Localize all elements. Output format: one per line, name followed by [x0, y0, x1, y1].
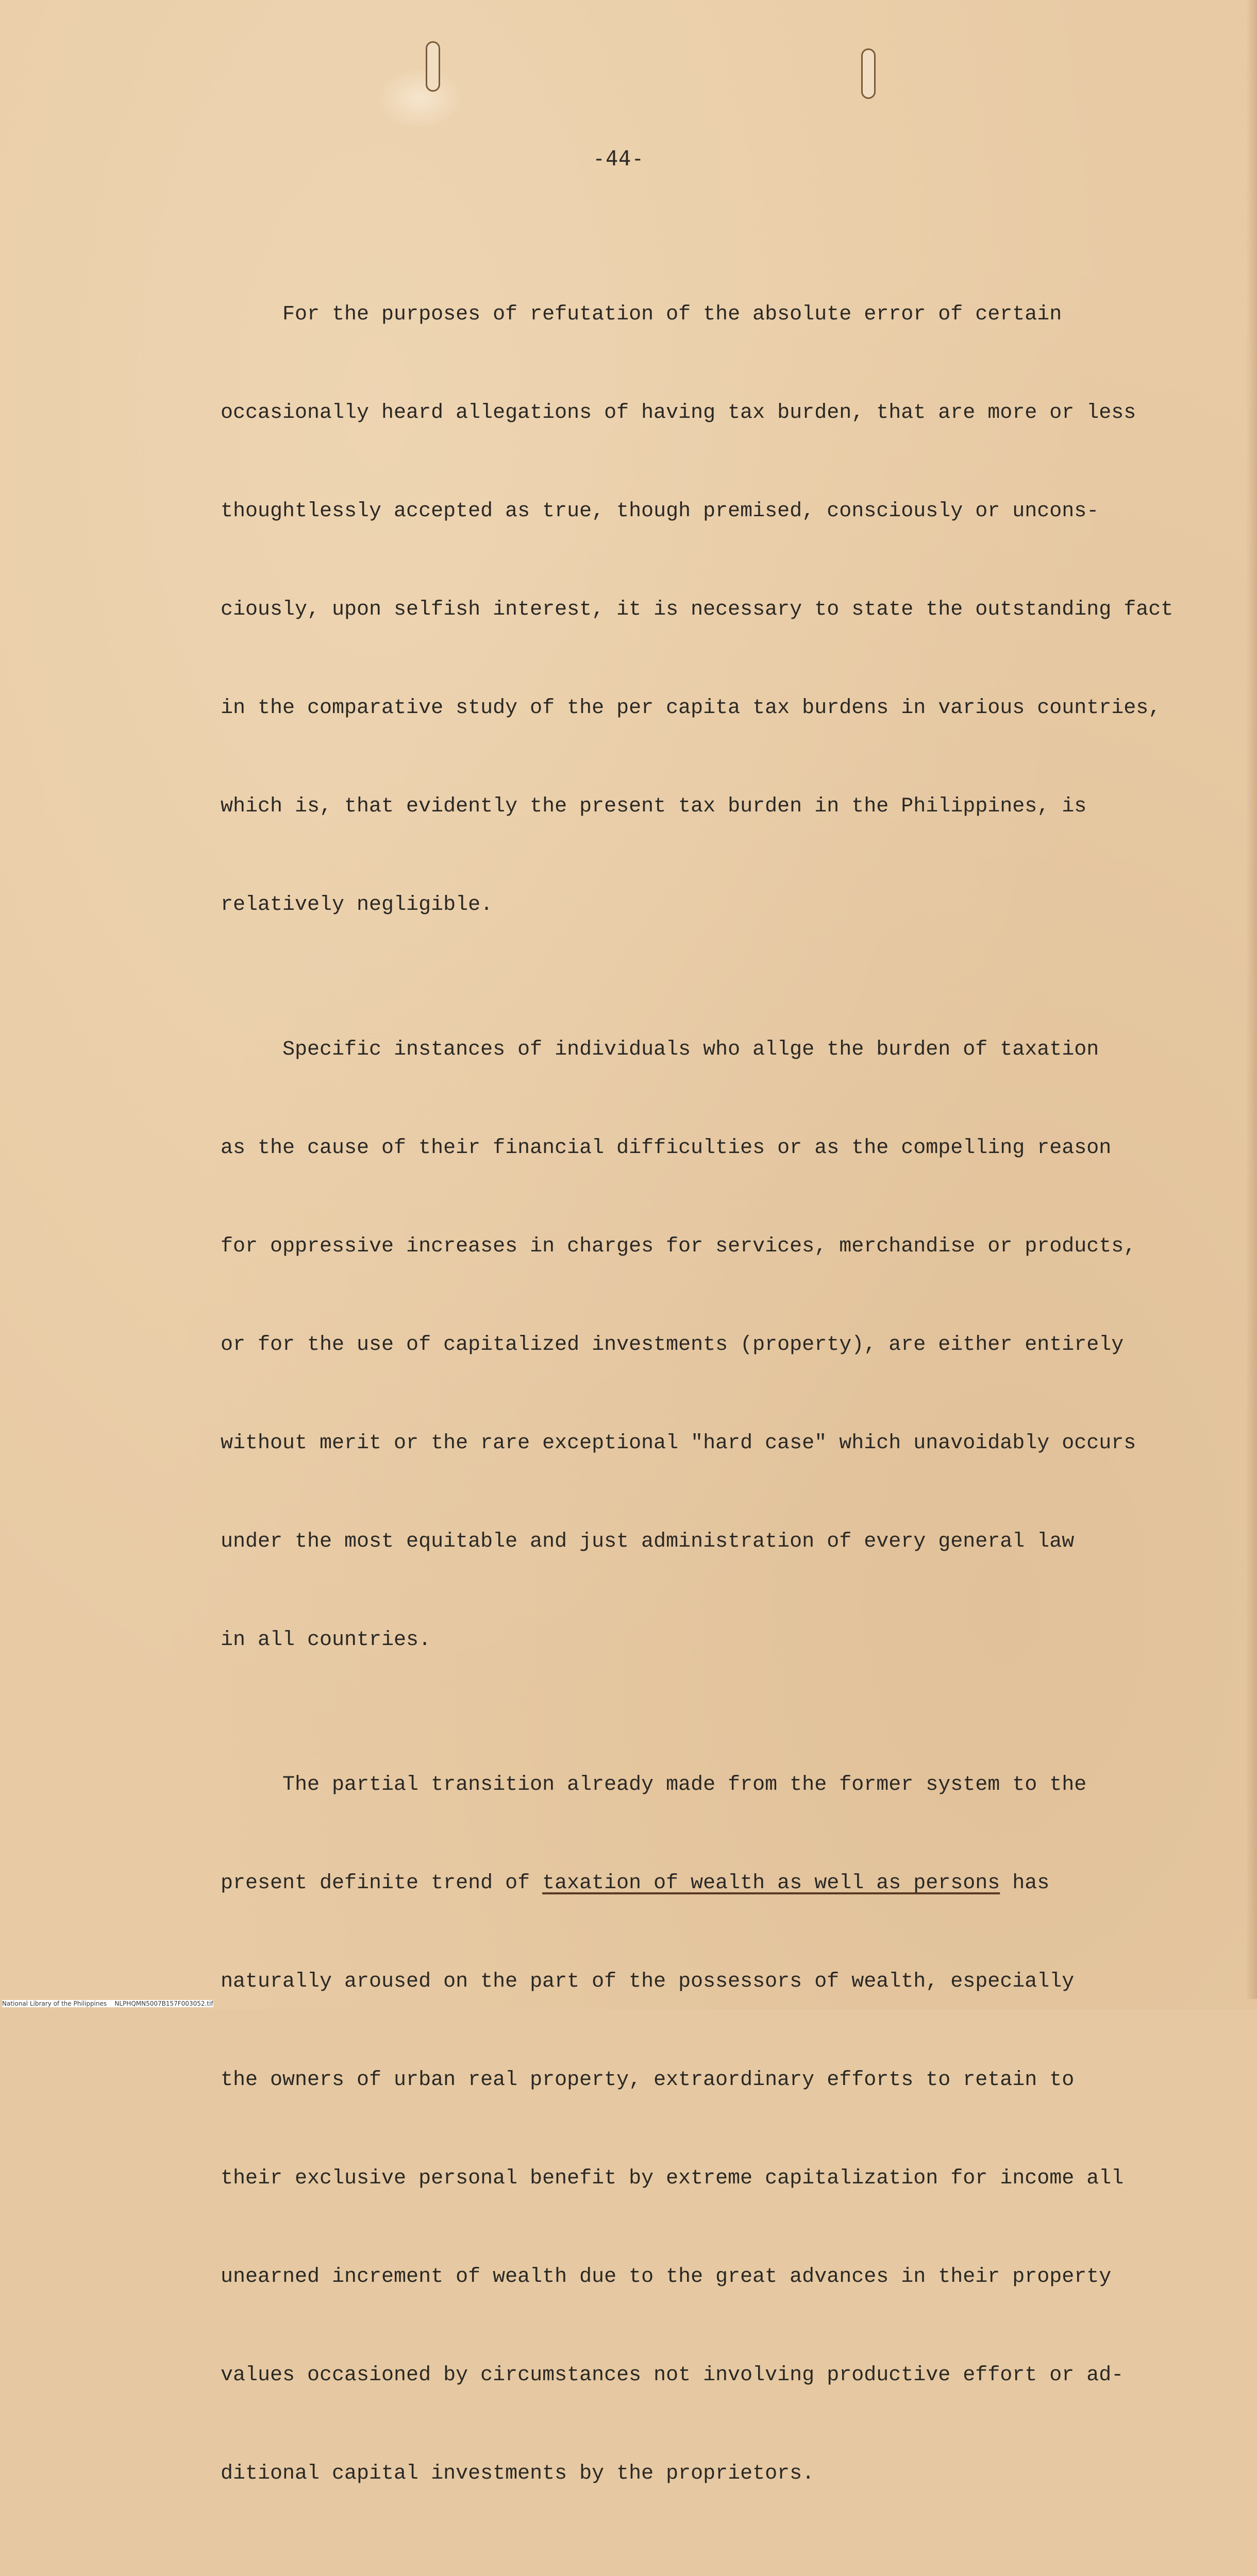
- page-number: -44-: [593, 147, 645, 171]
- text-line: thoughtlessly accepted as true, though premised, consciously or uncons-: [221, 500, 1099, 523]
- text-line: For the purposes of refutation of the absolute error of certain: [221, 303, 1062, 326]
- text-line: which is, that evidently the present tax burden in the Philippines, is: [221, 795, 1087, 818]
- paper-stain: [376, 67, 464, 129]
- text-line: ditional capital investments by the proprietors.: [221, 2462, 815, 2485]
- text-line: ciously, upon selfish interest, it is necessary to state the outstanding fact: [221, 598, 1174, 621]
- text-line: under the most equitable and just administration of every general law: [221, 1530, 1075, 1553]
- text-line: naturally aroused on the part of the possessors of wealth, especially: [221, 1970, 1075, 1993]
- text-line: Specific instances of individuals who allge the burden of taxation: [221, 1038, 1099, 1061]
- text-line: as the cause of their financial difficulties or as the compelling reason: [221, 1137, 1112, 1160]
- text-line: for oppressive increases in charges for services, merchandise or products,: [221, 1235, 1136, 1258]
- underlined-phrase: taxation of wealth as well as persons: [542, 1872, 1000, 1895]
- text-line: values occasioned by circumstances not involving productive effort or ad-: [221, 2364, 1124, 2387]
- page-edge-shadow: [1246, 0, 1257, 1999]
- text-line-with-underline: [221, 1857, 1220, 1909]
- text-line: in all countries.: [221, 1629, 431, 1652]
- text-segment: has: [1000, 1872, 1050, 1895]
- text-line: occasionally heard allegations of having tax burden, that are more or less: [221, 401, 1136, 425]
- text-line: the owners of urban real property, extraordinary efforts to retain to: [221, 2069, 1075, 2092]
- text-line: unearned increment of wealth due to the great advances in their property: [221, 2265, 1112, 2289]
- binding-hole-left: [426, 41, 440, 92]
- text-line: The partial transition already made from the former system to the: [221, 1773, 1087, 1797]
- binding-hole-right: [861, 48, 876, 99]
- text-line: without merit or the rare exceptional "hard case" which unavoidably occurs: [221, 1432, 1136, 1455]
- text-line: or for the use of capitalized investments (property), are either entirely: [221, 1333, 1124, 1357]
- body-text: [221, 219, 1220, 2576]
- text-line: their exclusive personal benefit by extreme capitalization for income all: [221, 2167, 1124, 2190]
- text-segment: present definite trend of: [221, 1872, 543, 1895]
- text-line: in the comparative study of the per capita tax burdens in various countries,: [221, 697, 1161, 720]
- text-line: relatively negligible.: [221, 893, 493, 917]
- archive-footer: National Library of the Philippines NLPHQMN5007B157F003052.tif: [2, 2000, 213, 2007]
